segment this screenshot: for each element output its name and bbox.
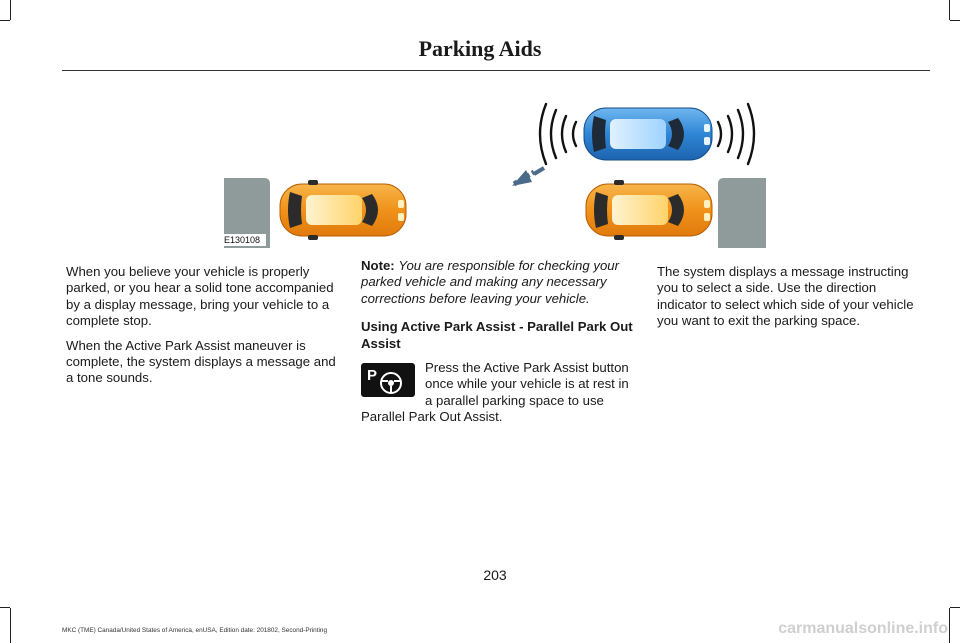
- footer-edition-info: MKC (TME) Canada/United States of America, enUSA, Edition date: 201802, Second-Printing: [62, 627, 327, 634]
- note-label: Note:: [361, 258, 395, 273]
- paragraph: The system displays a message instructing you to select a side. Use the direction indicator to select which side of your vehicle you want to exit the parking space.: [657, 264, 914, 329]
- exiting-car-blue: [584, 108, 712, 160]
- page-title: Parking Aids: [418, 36, 542, 61]
- sensor-waves-left: [540, 104, 576, 164]
- crop-mark: [10, 608, 11, 643]
- parked-car-left: [280, 180, 406, 240]
- paragraph: When the Active Park Assist maneuver is complete, the system displays a message and a tone sounds.: [66, 337, 336, 386]
- parked-car-right: [586, 180, 712, 240]
- svg-text:P: P: [367, 367, 378, 385]
- watermark: carmanualsonline.info: [778, 620, 948, 637]
- crop-mark: [950, 20, 960, 21]
- paragraph: Press the Active Park Assist button once while your vehicle is at rest in a parallel parking space to use Parallel Park Out Assist.: [361, 360, 629, 425]
- crop-mark: [949, 0, 950, 20]
- note-text: You are responsible for checking your parked vehicle and making any necessary corrections before leaving your vehicle.: [361, 258, 620, 306]
- section-heading: Using Active Park Assist - Parallel Park Out Assist: [361, 319, 633, 351]
- sensor-waves-right: [718, 104, 754, 164]
- column-1: [66, 264, 336, 395]
- exit-direction-arrow-icon: [512, 168, 544, 186]
- page-number: 203: [483, 567, 507, 583]
- header-divider: [62, 70, 930, 71]
- crop-mark: [10, 0, 11, 20]
- column-2: [361, 258, 633, 434]
- parallel-park-out-illustration: [222, 96, 768, 248]
- note: [361, 258, 633, 307]
- crop-mark: [950, 607, 960, 608]
- crop-mark: [0, 20, 10, 21]
- curb-right: [718, 178, 766, 248]
- paragraph: When you believe your vehicle is properly parked, or you hear a solid tone accompanied by a display message, bring your vehicle to a complete stop.: [66, 264, 334, 329]
- figure-code: E130108: [224, 235, 261, 245]
- crop-mark: [0, 607, 10, 608]
- active-park-assist-button-icon: [361, 363, 415, 397]
- crop-mark: [949, 608, 950, 643]
- column-3: [657, 264, 929, 338]
